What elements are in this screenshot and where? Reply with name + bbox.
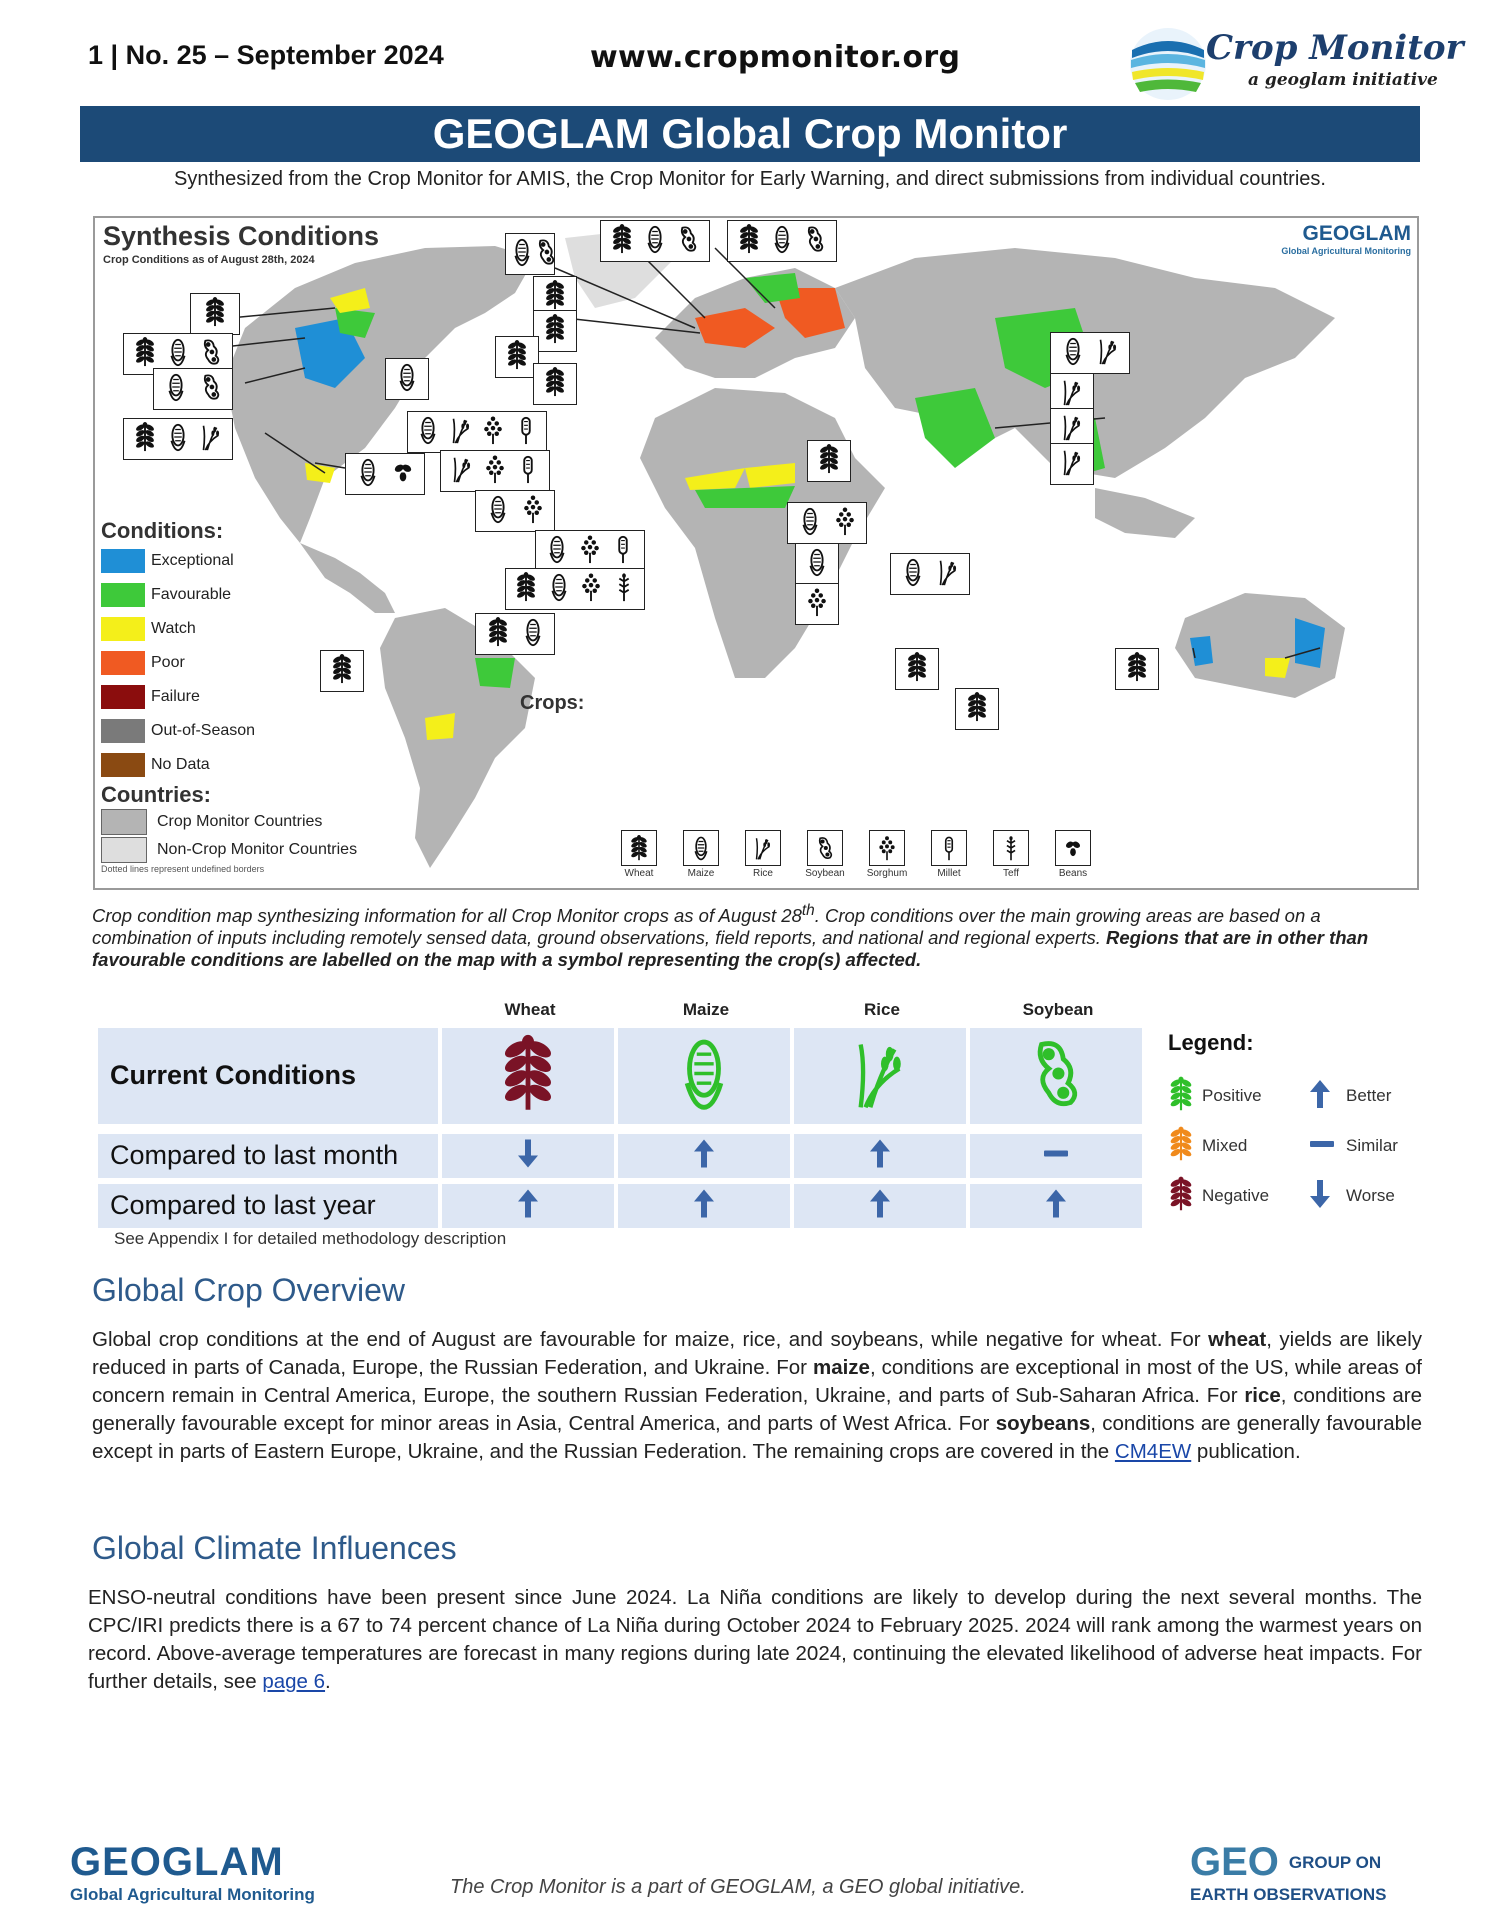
page-title: GEOGLAM Global Crop Monitor [80,106,1420,162]
legend-title: Legend: [1168,1030,1254,1055]
overview-heading: Global Crop Overview [92,1272,405,1308]
legend-worse-arrow-icon [1308,1178,1332,1215]
sorghum-icon [833,506,857,541]
maize-icon [510,237,534,272]
maize-icon [416,415,440,450]
millet-icon [611,534,635,569]
wheat-icon [203,297,227,332]
callout-yemen [807,440,851,482]
callout-argentina [320,650,364,692]
legend-mixed [1168,1124,1194,1169]
millet-icon [516,454,540,489]
crop-key-label: Maize [687,868,715,879]
soybean-icon [1027,1034,1085,1119]
footer-geo-sub2: EARTH OBSERVATIONS [1190,1885,1387,1904]
wheat-icon [499,1034,557,1119]
dash-icon [1042,1138,1070,1175]
callout-philippines [1050,443,1094,485]
condition-swatch [101,651,145,675]
comparison-cell-wheat [442,1134,614,1178]
condition-legend-item [101,612,357,646]
callout-uk [505,233,555,275]
callout-us-midwest [153,368,233,410]
footer-geoglam-title: GEOGLAM [70,1840,284,1884]
crop-monitor-logo-icon [1128,24,1208,104]
condition-label: Exceptional [151,552,234,569]
condition-swatch [101,753,145,777]
maize-icon [486,494,510,529]
callout-tanzania [795,583,839,625]
condition-swatch [101,719,145,743]
overview-paragraph: Global crop conditions at the end of August are favourable for maize, rice, and soybeans, while negative for wheat. For wheat, yields are likely reduced in parts of Canada, Europe, the Russian Federation, and Ukraine. For maize, conditions are exceptional in most of the US, while areas of concern remain in Central America, Europe, the southern Russian Federation, Ukraine, and parts of Sub-Saharan Africa. For rice, conditions are generally favourable except for minor areas in Asia, Central America, and parts of West Africa. For soybeans, conditions are generally favourable except in parts of Eastern Europe, Ukraine, and the Russian Federation. The remaining crops are covered in the CM4EW publication. [92,1328,1423,1463]
condition-legend-item [101,680,357,714]
callout-west-africa [407,411,547,453]
maize-icon [166,337,190,372]
rice-icon [1060,447,1084,482]
sorghum-icon [869,830,905,866]
maize-icon [521,617,545,652]
wheat-icon [543,367,567,402]
sorghum-icon [483,454,507,489]
crop-key-label: Teff [1003,868,1019,879]
maize-icon [166,422,190,457]
wheat-positive-icon [1168,1099,1194,1118]
comparison-cell-rice [794,1184,966,1228]
legend-worse-label: Worse [1346,1186,1395,1205]
condition-legend-item [101,544,357,578]
comparison-row-label: Compared to last month [110,1140,399,1170]
conditions-legend-box [1168,1030,1438,1230]
callout-australia-east [1115,648,1159,690]
comparison-cell-maize [618,1134,790,1178]
footer-text: The Crop Monitor is a part of GEOGLAM, a GEO global initiative. [450,1876,1026,1898]
crops-heading: Crops: [520,692,585,714]
maize-icon [805,547,829,582]
comparison-cell-rice [794,1134,966,1178]
teff-icon [612,572,636,607]
soybean-icon [199,337,223,372]
maize-icon [901,557,925,592]
wheat-mixed-icon [1168,1149,1194,1168]
rice-icon [1060,377,1084,412]
current-condition-cell-rice [794,1028,966,1124]
maize-icon [545,534,569,569]
beans-icon [391,457,415,492]
wheat-icon [1125,652,1149,687]
condition-legend-item [101,578,357,612]
arrow-up-icon [692,1138,716,1175]
country-legend-item [101,808,357,836]
wheat-icon [133,422,157,457]
page-subtitle: Synthesized from the Crop Monitor for AMIS, the Crop Monitor for Early Warning, and direct submissions from individual countries. [174,168,1326,190]
soybean-icon [807,830,843,866]
column-header-wheat: Wheat [504,1000,556,1019]
condition-swatch [101,583,145,607]
teff-icon [993,830,1029,866]
map-geoglam-title: GEOGLAM [1302,222,1411,245]
brazil-favourable-area [475,658,515,688]
soybean-icon [676,224,700,259]
arrow-down-icon [516,1138,540,1175]
condition-label: Poor [151,654,185,671]
legend-better-label: Better [1346,1086,1392,1105]
wheat-icon [514,572,538,607]
crop-key-teff [992,830,1030,879]
callout-australia-west [895,648,939,690]
sorghum-icon [521,494,545,529]
crop-conditions-map [93,216,1419,890]
wheat-icon [543,314,567,349]
maize-icon [675,1034,733,1119]
wheat-icon [905,652,929,687]
condition-legend-item [101,714,357,748]
appendix-note: See Appendix I for detailed methodology description [114,1229,507,1248]
crop-key-soybean [806,830,844,879]
callout-indonesia [890,553,970,595]
rice-icon [936,557,960,592]
callout-central-america [345,453,425,495]
wheat-negative-icon [1168,1199,1194,1218]
crop-key-label: Wheat [624,868,654,879]
current-condition-cell-wheat [442,1028,614,1124]
borders-note: Dotted lines represent undefined borders [101,864,265,874]
beans-icon [1055,830,1091,866]
logo-title: Crop Monitor [1206,28,1464,68]
callout-nigeria [440,450,550,492]
crop-key-label: Rice [752,868,773,879]
footer-geo-logo [1190,1840,1386,1905]
crop-key-rice [744,830,782,879]
country-legend-item [101,836,357,864]
legend-negative-label: Negative [1202,1186,1270,1205]
conditions-legend [101,518,357,874]
comparison-cell-wheat [442,1184,614,1228]
climate-paragraph: ENSO-neutral conditions have been present since June 2024. La Niña conditions are likely to develop during the next several months. The CPC/IRI predicts there is a 67 to 74 percent chance of La Niña during October 2024 to February 2025. 2024 will rank among the warmest years on record. Above-average temperatures are forecast in many regions during late 2024, continuing the elevated likelihood of adverse heat impacts. For further details, see page 6. [88,1586,1422,1693]
map-geoglam-subtitle: Global Agricultural Monitoring [1281,246,1411,256]
rice-icon [199,422,223,457]
condition-label: Out-of-Season [151,722,256,739]
conditions-table [98,1000,1148,1232]
crop-key-maize [682,830,720,879]
condition-label: Watch [151,620,196,637]
footer-geoglam-logo [70,1840,315,1905]
rice-icon [1060,412,1084,447]
soybean-icon [803,224,827,259]
callout-australia-south [955,688,999,730]
column-header-soybean: Soybean [1022,1000,1094,1019]
maize-icon [798,506,822,541]
comparison-cell-maize [618,1184,790,1228]
rice-icon [851,1034,909,1119]
arrow-up-icon [692,1188,716,1225]
rice-icon [745,830,781,866]
sorghum-icon [578,534,602,569]
caption-text-1: Crop condition map synthesizing information for all Crop Monitor crops as of August 28 [92,905,802,927]
current-conditions-label: Current Conditions [110,1060,356,1090]
callout-ethiopia [505,568,645,610]
country-label: Crop Monitor Countries [157,813,323,830]
callout-eastern-europe [727,220,837,262]
crop-key-beans [1054,830,1092,879]
sorghum-icon [481,415,505,450]
climate-heading: Global Climate Influences [92,1530,457,1566]
legend-positive [1168,1074,1194,1119]
wheat-icon [133,337,157,372]
conditions-list [101,544,357,782]
callout-mexico [123,418,233,460]
condition-legend-item [101,646,357,680]
map-subtitle: Crop Conditions as of August 28th, 2024 [103,254,315,266]
rice-icon [450,454,474,489]
caption-bold: Regions that are in other than favourable conditions are labelled on the map with a symbol representing the crop(s) affected. [92,927,1369,971]
wheat-icon [817,444,841,479]
maize-icon [1061,336,1085,371]
crop-monitor-logo [1128,18,1464,108]
comparison-row-label: Compared to last year [110,1190,376,1220]
legend-similar-label: Similar [1346,1136,1398,1155]
maize-icon [547,572,571,607]
callout-somalia [787,502,867,544]
wheat-icon [965,692,989,727]
maize-icon [643,224,667,259]
countries-list [101,808,357,864]
country-swatch [101,837,147,863]
footer-geoglam-subtitle: Global Agricultural Monitoring [70,1885,315,1904]
callout-canada [190,293,240,335]
callout-us-east [385,358,429,400]
current-condition-cell-maize [618,1028,790,1124]
comparison-cell-soybean [970,1184,1142,1228]
callout-germany [533,310,577,352]
wheat-icon [737,224,761,259]
rice-icon [449,415,473,450]
soybean-icon [534,237,558,272]
maize-icon [683,830,719,866]
maize-icon [395,362,419,397]
website-url[interactable]: www.cropmonitor.org [590,40,961,75]
country-label: Non-Crop Monitor Countries [157,841,358,858]
arrow-up-icon [868,1188,892,1225]
issue-number: 1 | No. 25 – September 2024 [88,40,444,70]
crop-key-label: Millet [937,868,961,879]
current-condition-cell-soybean [970,1028,1142,1124]
southeast-asia-landmass [1095,488,1195,538]
footer-geo-sub1: GROUP ON [1288,1852,1382,1872]
wheat-icon [486,617,510,652]
caption-text-2: . Crop conditions over the main growing areas are based on a combination of inputs including remotely sensed data, ground observations, field reports, and national and regional experts. [92,905,1321,949]
legend-negative [1168,1174,1194,1219]
callout-ghana [475,490,555,532]
footer-geo-title: GEO [1190,1840,1279,1884]
wheat-icon [330,654,354,689]
legend-mixed-label: Mixed [1202,1136,1248,1155]
callout-kenya [795,543,839,585]
condition-legend-item [101,748,357,782]
condition-swatch [101,617,145,641]
millet-icon [931,830,967,866]
crop-key-label: Sorghum [866,868,908,879]
crop-key-millet [930,830,968,879]
countries-heading: Countries: [101,782,211,807]
arrow-up-icon [868,1138,892,1175]
wheat-icon [621,830,657,866]
logo-tagline: a geoglam initiative [1248,70,1438,90]
callout-angola [475,613,555,655]
condition-label: No Data [151,756,210,773]
callout-sudan [535,530,645,572]
country-swatch [101,809,147,835]
arrow-up-icon [1044,1188,1068,1225]
condition-label: Failure [151,688,200,705]
column-header-rice: Rice [864,1000,900,1019]
crop-key-label: Soybean [805,868,845,879]
map-geoglam-logo [1281,222,1411,256]
legend-positive-label: Positive [1202,1086,1262,1105]
crop-key-sorghum [868,830,906,879]
maize-icon [770,224,794,259]
millet-icon [514,415,538,450]
crop-key-label: Beans [1058,868,1088,879]
page-6-link[interactable]: page 6 [262,1670,326,1693]
caption-sup: th [801,902,815,919]
arrow-up-icon [516,1188,540,1225]
condition-swatch [101,549,145,573]
legend-better-arrow-icon [1308,1078,1332,1115]
map-caption [92,900,1422,971]
condition-swatch [101,685,145,709]
comparison-cell-soybean [970,1134,1142,1178]
map-title: Synthesis Conditions [103,221,380,251]
soybean-icon [199,372,223,407]
conditions-heading: Conditions: [101,518,224,543]
callout-central-europe [600,220,710,262]
condition-label: Favourable [151,586,232,603]
maize-icon [356,457,380,492]
legend-similar-dash-icon [1308,1128,1336,1165]
sorghum-icon [805,587,829,622]
callout-italy [533,363,577,405]
column-header-maize: Maize [682,1000,730,1019]
sorghum-icon [579,572,603,607]
rice-icon [1096,336,1120,371]
maize-icon [164,372,188,407]
wheat-icon [610,224,634,259]
wheat-icon [505,340,529,375]
cm4ew-link[interactable]: CM4EW [1114,1440,1192,1463]
crop-key-wheat [620,830,658,879]
callout-china-north [1050,332,1130,374]
